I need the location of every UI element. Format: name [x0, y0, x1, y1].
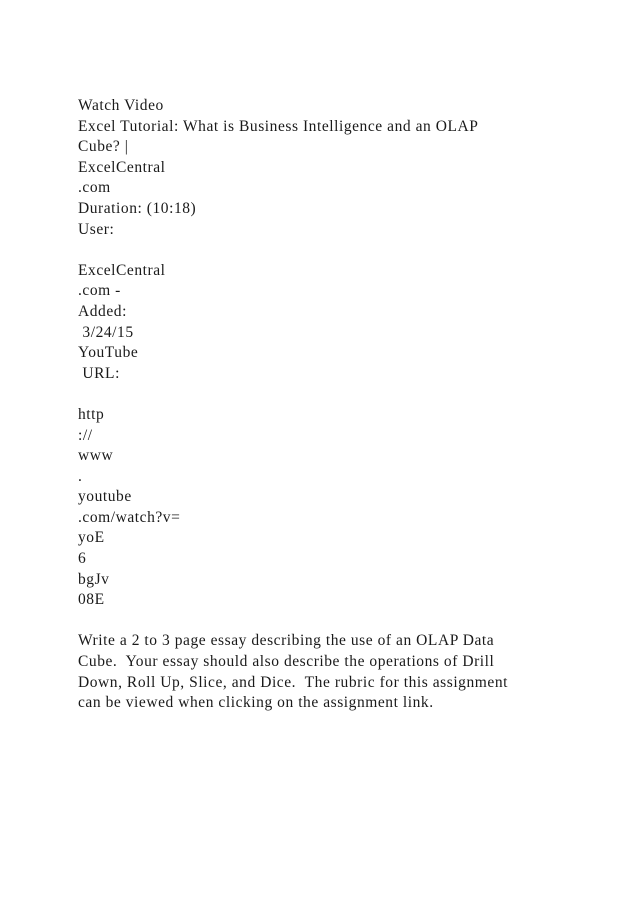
spacer [78, 611, 598, 632]
channel-domain: .com [78, 179, 111, 197]
essay-line: Cube. Your essay should also describe the operations of Drill [78, 653, 495, 671]
user-name: ExcelCentral [78, 261, 166, 279]
added-label: Added: [78, 302, 127, 320]
spacer [78, 384, 598, 405]
video-info-block [78, 96, 598, 240]
watch-video-heading: Watch Video [78, 97, 164, 114]
url-part[interactable]: youtube [78, 488, 132, 506]
url-part[interactable]: bgJv [78, 570, 110, 588]
user-label: User: [78, 220, 115, 238]
video-title-line-2: Cube? | [78, 138, 129, 156]
user-info-block [78, 261, 598, 385]
essay-line: Down, Roll Up, Slice, and Dice. The rubric for this assignment [78, 673, 508, 691]
url-part[interactable]: yoE [78, 529, 105, 547]
essay-line: Write a 2 to 3 page essay describing the use of an OLAP Data [78, 632, 495, 650]
url-part[interactable]: http [78, 405, 105, 423]
document-content [78, 96, 598, 714]
added-date: 3/24/15 [78, 323, 134, 341]
url-part[interactable]: 6 [78, 550, 87, 568]
channel-name: ExcelCentral [78, 158, 166, 176]
url-part[interactable]: . [78, 467, 83, 485]
url-part[interactable]: 08E [78, 591, 105, 609]
essay-instructions [78, 631, 598, 713]
url-part[interactable]: .com/watch?v= [78, 508, 181, 526]
spacer [78, 240, 598, 261]
url-part[interactable]: :// [78, 426, 93, 444]
youtube-label: YouTube [78, 344, 139, 362]
essay-line: can be viewed when clicking on the assignment link. [78, 694, 434, 712]
user-domain: .com - [78, 282, 121, 300]
video-title-line-1: Excel Tutorial: What is Business Intelligence and an OLAP [78, 117, 479, 135]
url-part[interactable]: www [78, 447, 114, 465]
video-url-block[interactable] [78, 405, 598, 611]
video-duration: Duration: (10:18) [78, 199, 197, 217]
url-label: URL: [78, 364, 120, 382]
